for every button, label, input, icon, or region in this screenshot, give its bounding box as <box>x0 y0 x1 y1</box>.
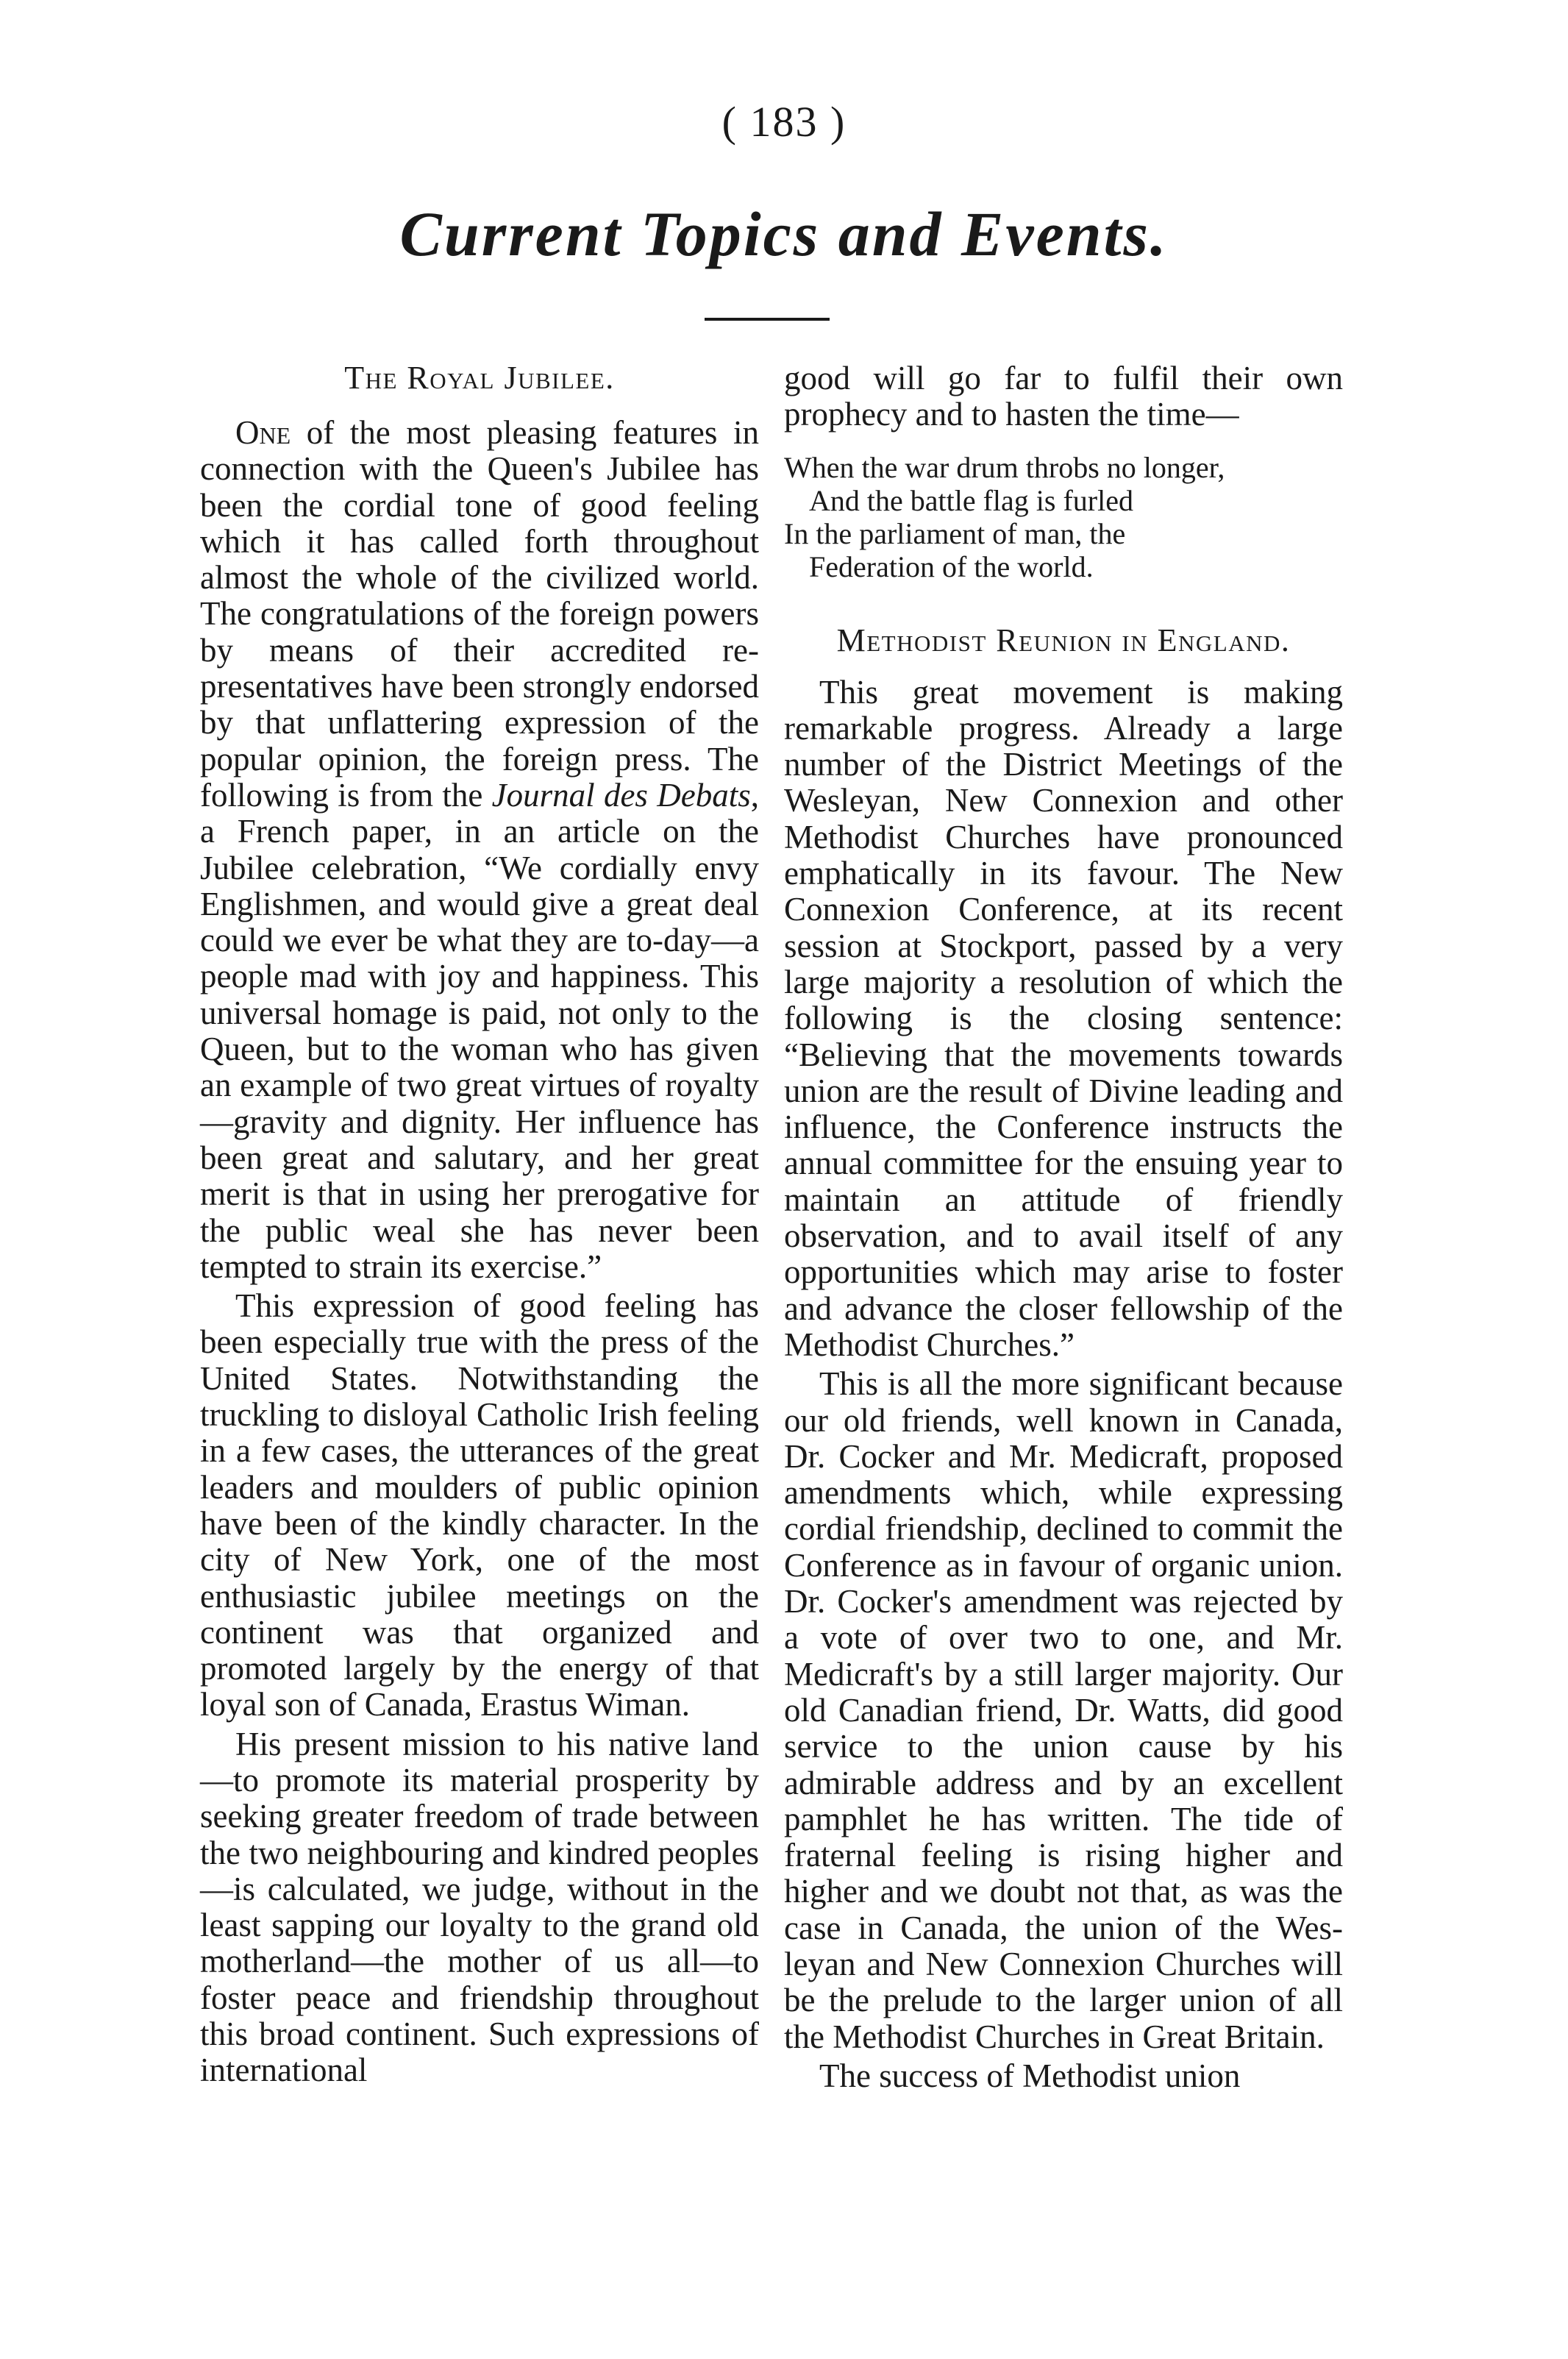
article-paragraph: This great movement is making remarkable progress. Already a large number of the District Meetings of the Wesleyan, New Connexion and other Methodist Churches have pronounced emphatically in its favour. The New Connexion Conference, at its recent session at Stockport, passed by a very large majority a resolution of which the following is the closing sentence: “Believing that the movements towards union are the result of Divine leading and influence, the Conference instructs the annual committee for the ensuing year to maintain an attitude of friendly observation, and to avail itself of any opportunities which may arise to foster and advance the closer fellowship of the Methodist Churches.” <box>784 673 1343 1363</box>
left-column <box>200 360 759 2089</box>
article-paragraph: This is all the more significant because our old friends, well known in Canada, Dr. Cocker and Mr. Medicraft, proposed amendments which, while expressing cordial friendship, declined to commit the Conference as in favour of organic union. Dr. Cocker's amendment was rejected by a vote of over two to one, and Mr. Medicraft's by a still larger majority. Our old Canadian friend, Dr. Watts, did good service to the union cause by his admirable address and by an excellent pamphlet he has written. The tide of fraternal feeling is rising higher and higher and we doubt not that, as was the case in Canada, the union of the Wesleyan and New Connexion Churches will be the prelude to the larger union of all the Methodist Churches in Great Britain. <box>784 1365 1343 2055</box>
right-column <box>784 360 1343 2094</box>
article-paragraph: The success of Methodist union <box>819 2057 1241 2094</box>
article-paragraph: This expression of good feeling has been especially true with the press of the United States. Notwithstanding the truckling to disloyal Catholic Irish feeling in a few cases, the utterances of the great leaders and moulders of public opinion have been of the kindly character. In the city of New York, one of the most enthusiastic jubilee meetings on the continent was that organized and promoted largely by the energy of that loyal son of Canada, Erastus Wiman. <box>200 1287 759 1723</box>
verse-quotation <box>784 451 1343 583</box>
verse-line: When the war drum throbs no longer, <box>784 450 1225 484</box>
verse-line: Federation of the world. <box>809 549 1094 583</box>
page-title: Current Topics and Events. <box>399 199 1169 269</box>
section-heading-methodist-reunion: Methodist Reunion in England. <box>836 622 1291 658</box>
verse-line: In the parliament of man, the <box>784 516 1126 550</box>
article-paragraph <box>200 415 759 1285</box>
lead-word: One <box>235 414 291 451</box>
paragraph-text: , a French paper, in an article on the Jubilee celebration, “We cordially envy Englishmen, and would give a great deal could we ever be what they are to-day—a people mad with joy and happiness. This universal homage is paid, not only to the Queen, but to the woman who has given an example of two great virtues of royalty—gravity and dignity. Her influence has been great and salutary, and her great merit is that in using her prerogative for the public weal she has never been tempted to strain its exercise.” <box>200 776 759 1285</box>
continued-paragraph: good will go far to fulfil their own prophecy and to hasten the time— <box>784 360 1343 433</box>
article-paragraph: His present mission to his native land—to promote its material prosperity by seeking greater freedom of trade between the two neighbouring and kindred peoples—is calculated, we judge, without in the least sapping our loyalty to the grand old motherland—the mother of us all—to foster peace and friendship throughout this broad continent. Such expressions of international <box>200 1725 759 2089</box>
page-number: ( 183 ) <box>721 98 847 146</box>
section-heading-royal-jubilee: The Royal Jubilee. <box>344 360 615 396</box>
verse-line: And the battle flag is furled <box>809 483 1133 517</box>
title-divider <box>705 318 830 321</box>
publication-title: Journal des Debats <box>491 776 751 814</box>
paragraph-text: of the most pleasing features in connection with the Queen's Jubilee has been the cordial tone of good feeling which it has called forth throughout almost the whole of the civilized world. The congratulations of the foreign powers by means of their accredited representatives have been strongly endorsed by that unflattering expression of the popular opinion, the foreign press. The following is from the <box>200 414 759 814</box>
